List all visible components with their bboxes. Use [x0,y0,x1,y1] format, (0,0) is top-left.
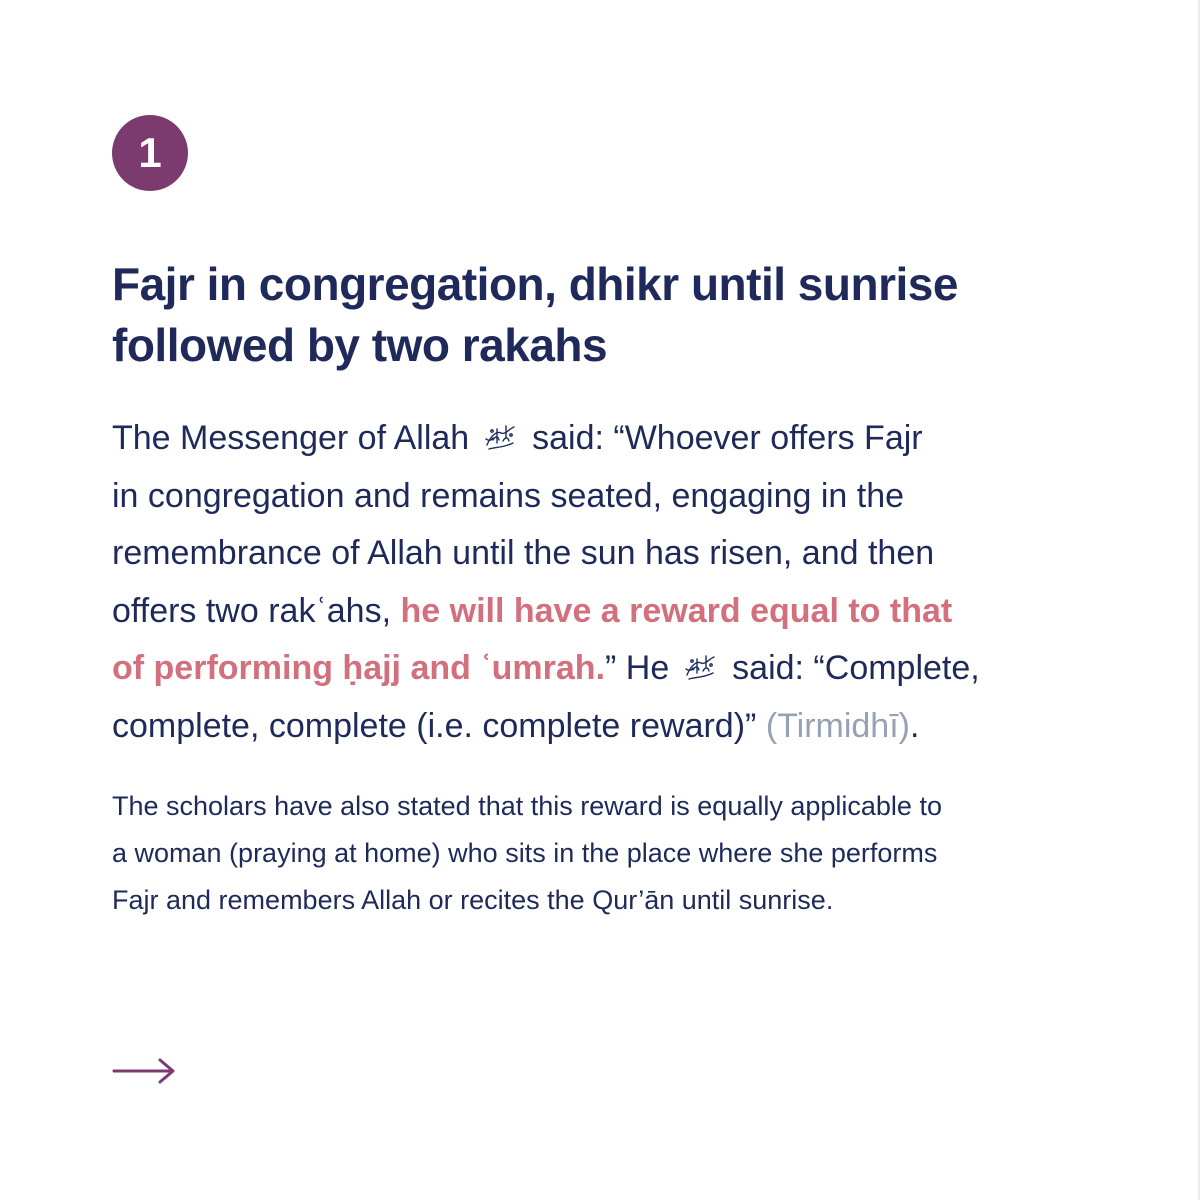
scholars-note [112,783,1112,924]
quote-line-5 [112,640,1112,698]
note-line-3: Fajr and remembers Allah or recites the Qur’ān until sunrise. [112,885,834,915]
quote-line-4 [112,583,1112,641]
quote-line-6 [112,698,1112,756]
quote-line-3: remembrance of Allah until the sun has risen, and then [112,534,935,572]
title-line-1: Fajr in congregation, dhikr until sunrise [112,258,958,310]
step-number: 1 [138,129,162,176]
page-title [112,254,1112,376]
salawat-calligraphy-icon [683,651,719,683]
step-number-badge [112,115,188,191]
quote-text: said: “Complete, [732,649,980,687]
quote-text: . [909,706,920,745]
quote-line-1 [112,410,1112,468]
quote-text: complete, complete (i.e. complete reward)” [112,706,766,745]
hadith-quote [112,410,1112,755]
note-line-1: The scholars have also stated that this reward is equally applicable to [112,791,942,821]
title-line-2: followed by two rakahs [112,319,608,371]
highlighted-reward-text: of performing ḥajj and ʿumrah. [112,649,606,687]
salawat-calligraphy-icon [483,421,519,453]
quote-text: offers two rakʿahs, [112,591,401,630]
highlighted-reward-text: he will have a reward equal to that [400,591,953,630]
note-line-2: a woman (praying at home) who sits in the place where she performs [112,838,938,868]
quote-line-2: in congregation and remains seated, engaging in the [112,476,905,515]
quote-text: said: “Whoever offers Fajr [532,419,923,457]
quote-text: ” He [605,649,670,687]
quote-text: The Messenger of Allah [112,419,470,457]
hadith-source: (Tirmidhī) [765,706,910,745]
arrow-right-icon[interactable] [112,1055,176,1087]
